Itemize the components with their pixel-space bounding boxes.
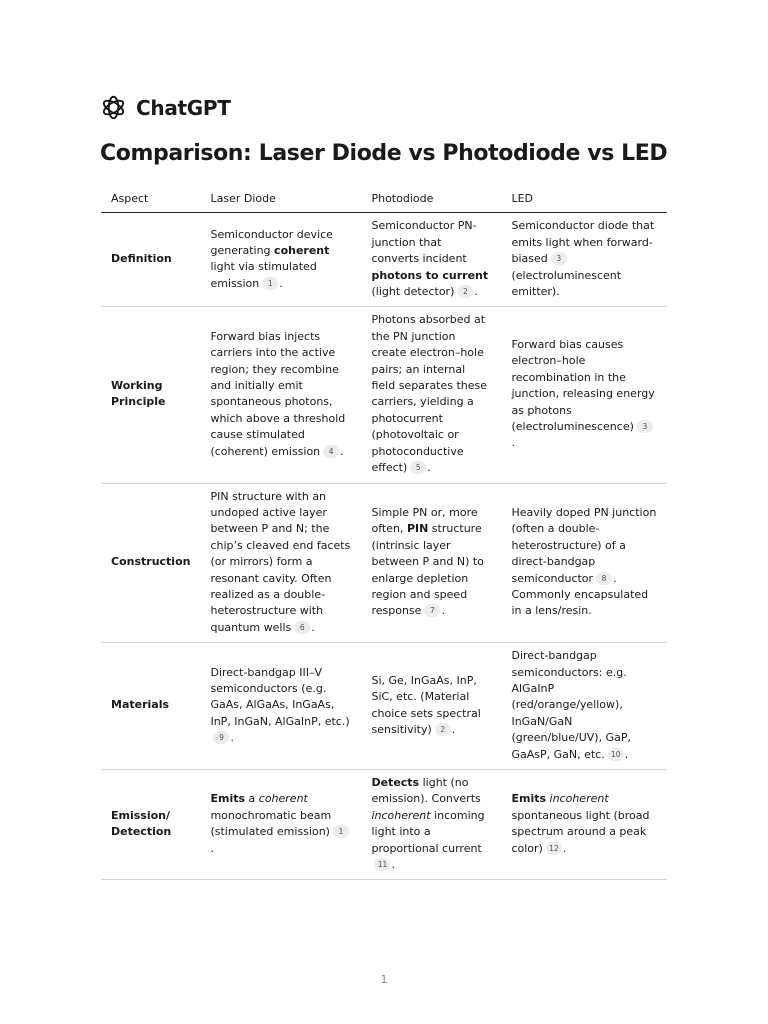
row-aspect-label: Construction [101,483,200,643]
page-number: 1 [380,973,388,986]
cell-photodiode: Photons absorbed at the PN junction create electron–hole pairs; an internal field separates these carriers, yielding a photocurrent (photovoltaic or photoconductive effect) 5 . [361,307,501,483]
cell-led: Forward bias causes electron–hole recombination in the junction, releasing energy as photons (electroluminescence) 3. [501,307,667,483]
row-aspect-label: Working Principle [101,307,200,483]
citation-badge[interactable]: 12 [546,842,562,855]
comparison-table [101,187,667,880]
cell-laser-diode: PIN structure with an undoped active layer between P and N; the chip’s cleaved end facets (or mirrors) form a resonant cavity. Often realized as a double-heterostructure with quantum wells 6 . [200,483,361,643]
citation-badge[interactable]: 8 [596,572,612,585]
cell-led: Direct-bandgap semiconductors: e.g. AlGaInP (red/orange/yellow), InGaN/GaN (green/blue/UV), GaP, GaAsP, GaN, etc. 10 . [501,643,667,770]
row-aspect-label: Definition [101,213,200,307]
table-row [101,643,667,770]
citation-badge[interactable]: 6 [294,621,310,634]
citation-badge[interactable]: 3 [637,420,653,433]
brand-name: ChatGPT [136,95,231,120]
cell-photodiode: Detects light (no emission). Converts incoherent incoming light into a proportional current11 . [361,770,501,880]
citation-badge[interactable]: 11 [374,858,390,871]
table-row [101,770,667,880]
cell-laser-diode: Semiconductor device generating coherent light via stimulated emission 1 . [200,213,361,307]
table-row [101,307,667,483]
cell-led: Semiconductor diode that emits light when forward-biased 3 (electroluminescent emitter). [501,213,667,307]
citation-badge[interactable]: 1 [262,277,278,290]
citation-badge[interactable]: 7 [424,604,440,617]
page-title: Comparison: Laser Diode vs Photodiode vs LED [100,141,668,166]
brand-logo [100,94,231,121]
column-header-photodiode: Photodiode [361,187,501,213]
cell-laser-diode: Emits a coherent monochromatic beam (stimulated emission) 1. [200,770,361,880]
cell-photodiode: Semiconductor PN-junction that converts incident photons to current (light detector) 2 . [361,213,501,307]
cell-led: Heavily doped PN junction (often a double-heterostructure) of a direct-bandgap semiconductor 8 . Commonly encapsulated in a lens/resin. [501,483,667,643]
column-header-led: LED [501,187,667,213]
cell-photodiode: Simple PN or, more often, PIN structure (intrinsic layer between P and N) to enlarge depletion region and speed response 7 . [361,483,501,643]
citation-badge[interactable]: 3 [551,252,567,265]
citation-badge[interactable]: 9 [213,731,229,744]
cell-photodiode: Si, Ge, InGaAs, InP, SiC, etc. (Material choice sets spectral sensitivity) 2 . [361,643,501,770]
citation-badge[interactable]: 10 [608,748,624,761]
cell-laser-diode: Forward bias injects carriers into the active region; they recombine and initially emit spontaneous photons, which above a threshold cause stimulated (coherent) emission 4 . [200,307,361,483]
cell-laser-diode: Direct-bandgap III–V semiconductors (e.g. GaAs, AlGaAs, InGaAs, InP, InGaN, AlGaInP, etc.)9 . [200,643,361,770]
table-row [101,483,667,643]
citation-badge[interactable]: 2 [457,285,473,298]
table-row [101,213,667,307]
citation-badge[interactable]: 1 [333,825,349,838]
column-header-aspect: Aspect [101,187,200,213]
citation-badge[interactable]: 2 [435,723,451,736]
row-aspect-label: Emission/ Detection [101,770,200,880]
citation-badge[interactable]: 4 [323,445,339,458]
cell-led: Emits incoherent spontaneous light (broad spectrum around a peak color) 12 . [501,770,667,880]
citation-badge[interactable]: 5 [410,461,426,474]
openai-logo-icon [100,94,127,121]
table-header-row [101,187,667,213]
column-header-laser-diode: Laser Diode [200,187,361,213]
row-aspect-label: Materials [101,643,200,770]
